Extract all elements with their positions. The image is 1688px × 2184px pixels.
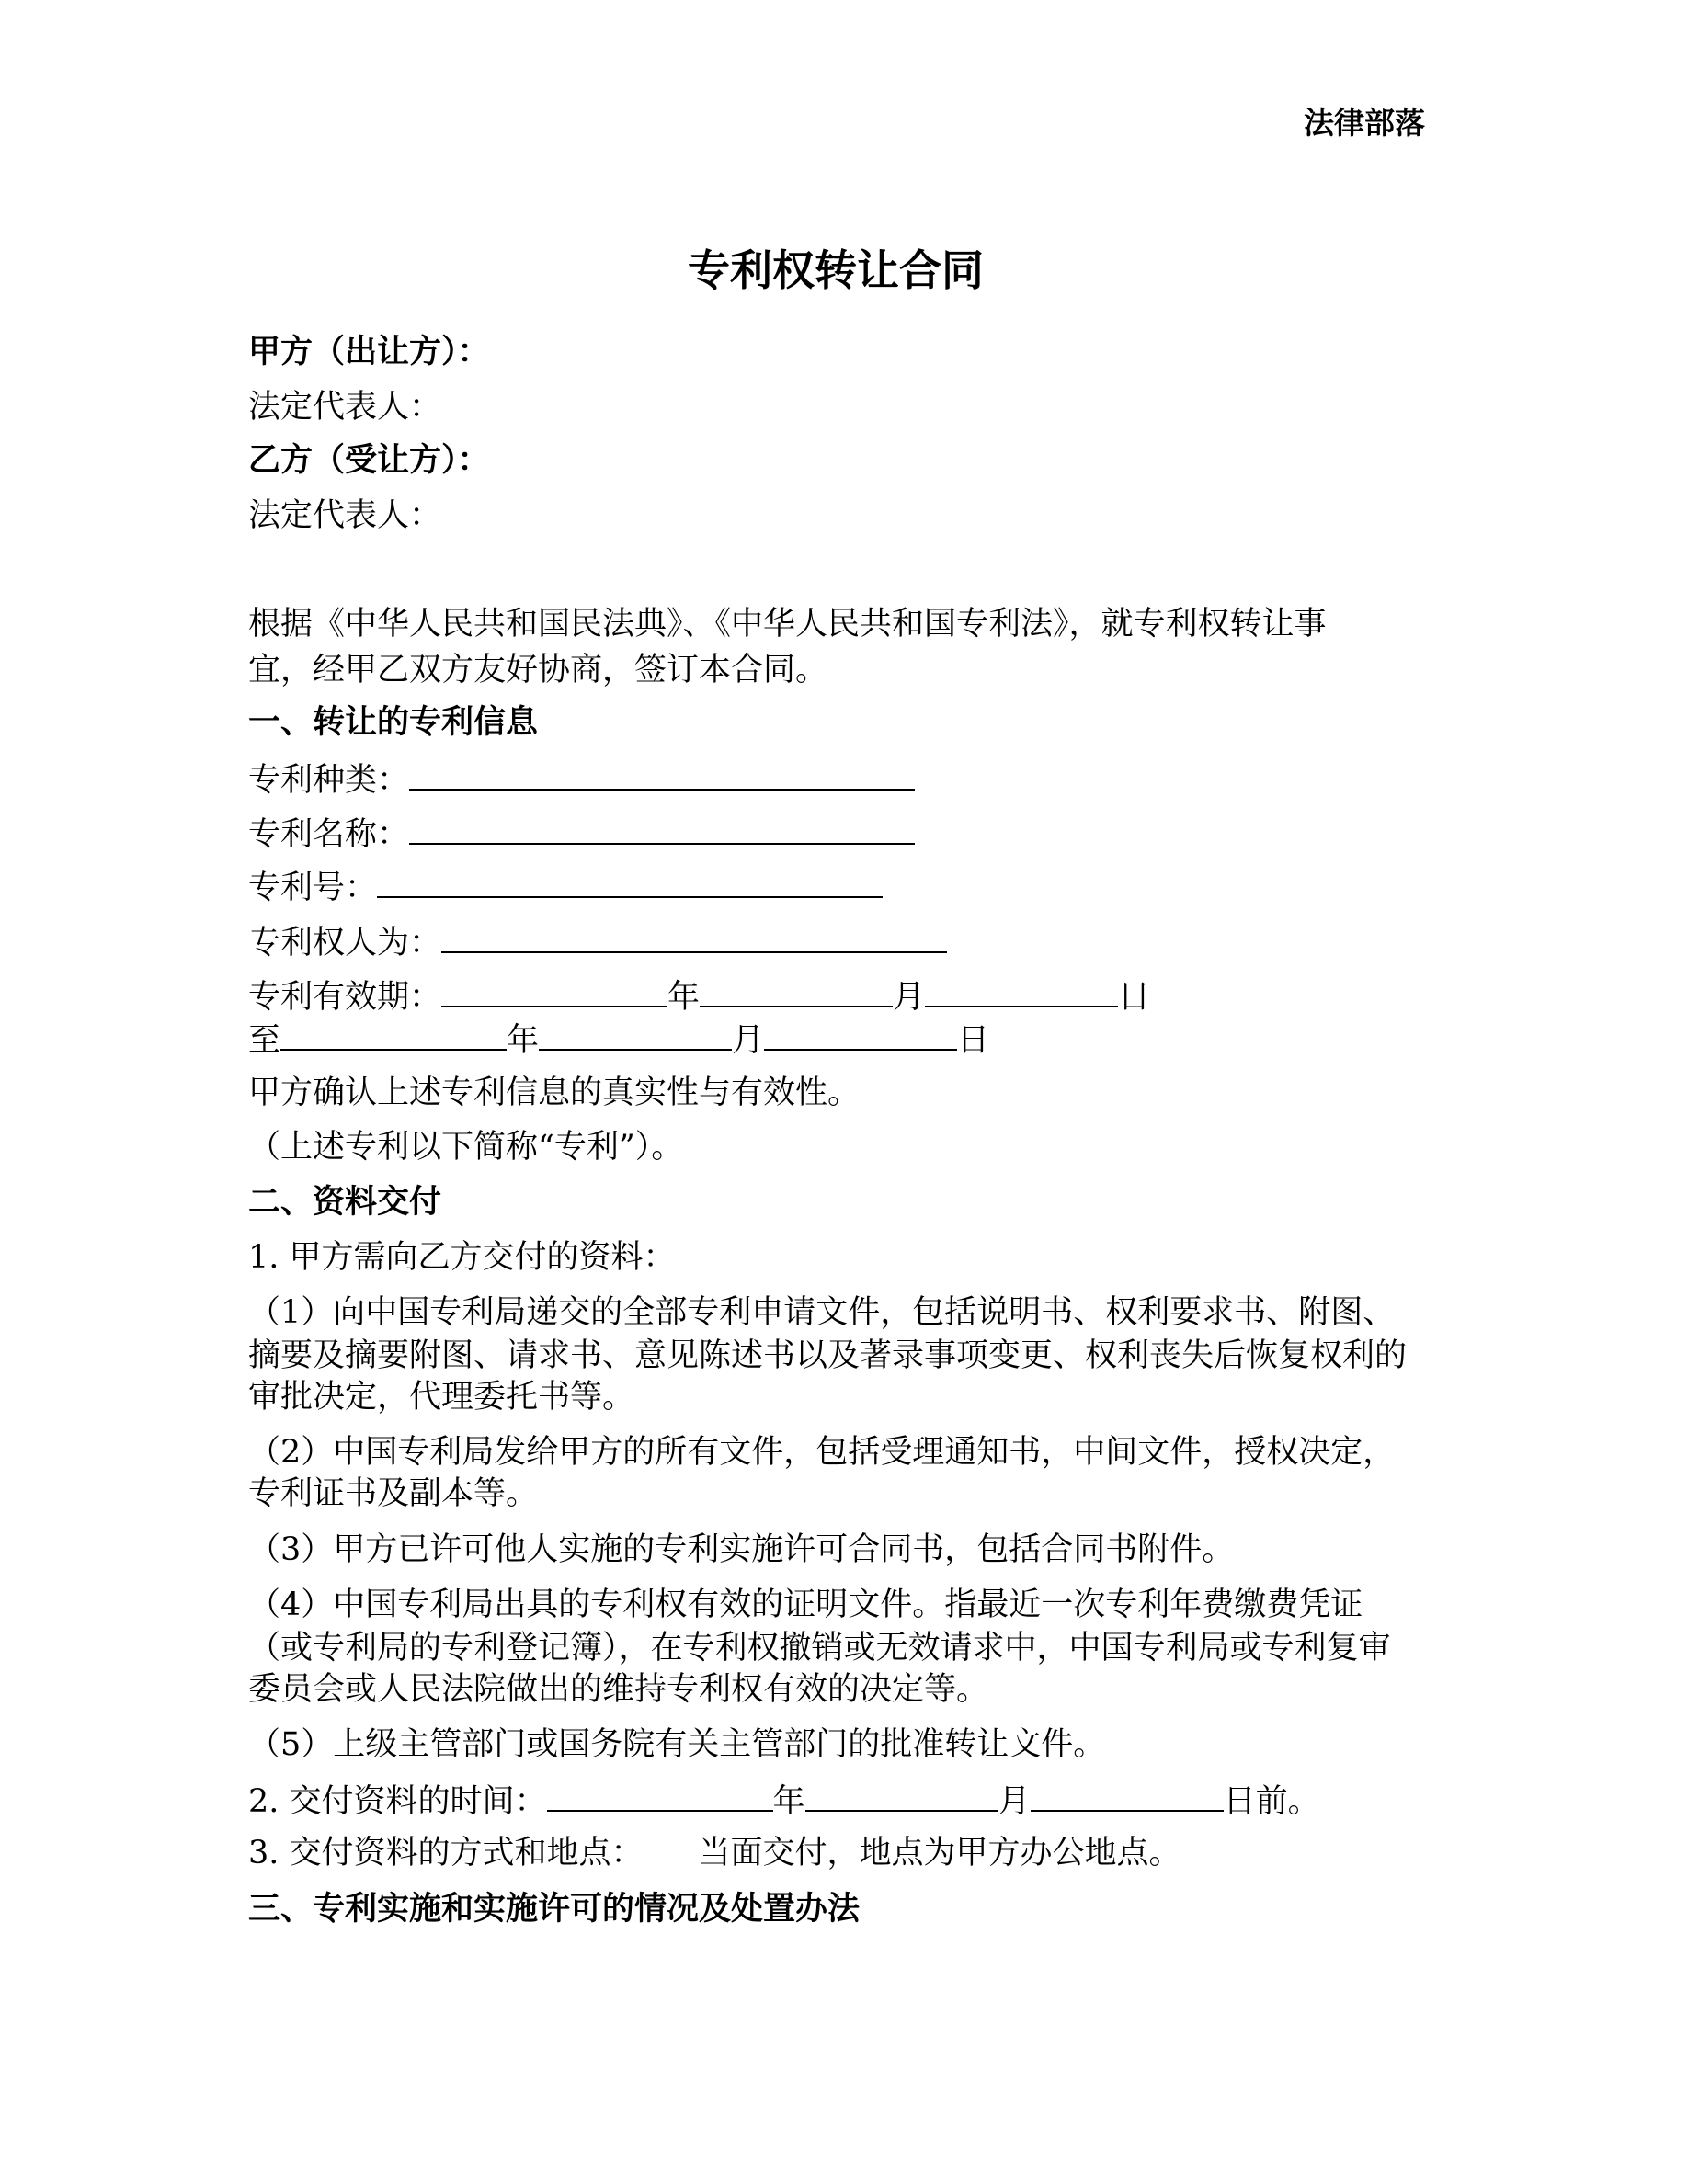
patent-holder-label: 专利权人为： <box>248 925 442 961</box>
patent-name-label: 专利名称： <box>248 816 410 853</box>
item2-label: 2. 交付资料的时间： <box>248 1783 547 1820</box>
to-label: 至 <box>248 1022 281 1059</box>
note-text: （上述专利以下简称“专利”）。 <box>248 1129 684 1166</box>
party-b-label: 乙方（受让方）： <box>248 442 490 479</box>
document-title: 专利权转让合同 <box>688 245 984 295</box>
sub4-line: （或专利局的专利登记簿），在专利权撤销或无效请求中，中国专利局或专利复审 <box>248 1630 1391 1666</box>
validity-end-day-field[interactable] <box>764 1018 957 1051</box>
item1-text: 1. 甲方需向乙方交付的资料： <box>248 1239 676 1276</box>
header-brand: 法律部落 <box>1304 105 1425 141</box>
party-b-rep-label: 法定代表人： <box>248 497 442 534</box>
patent-type-label: 专利种类： <box>248 762 410 799</box>
sub4-line: （4）中国专利局出具的专利权有效的证明文件。指最近一次专利年费缴费凭证 <box>248 1587 1363 1623</box>
preamble-line: 宜，经甲乙双方友好协商，签订本合同。 <box>248 652 828 688</box>
patent-holder-row <box>248 920 947 964</box>
sub1-line: 摘要及摘要附图、请求书、意见陈述书以及著录事项变更、权利丧失后恢复权利的 <box>248 1337 1408 1374</box>
sub5-line: （5）上级主管部门或国务院有关主管部门的批准转让文件。 <box>248 1726 1106 1763</box>
validity-start-day-field[interactable] <box>925 974 1118 1007</box>
year-label: 年 <box>667 979 701 1016</box>
patent-type-row <box>248 757 915 802</box>
sub1-line: 审批决定，代理委托书等。 <box>248 1379 635 1416</box>
party-a-rep-label: 法定代表人： <box>248 389 442 426</box>
month-label: 月 <box>998 1783 1031 1820</box>
item2-suffix: 日前。 <box>1223 1783 1320 1820</box>
patent-name-field[interactable] <box>409 812 915 845</box>
section1-heading: 一、转让的专利信息 <box>248 704 539 741</box>
sub4-line: 委员会或人民法院做出的维持专利权有效的决定等。 <box>248 1671 989 1708</box>
validity-end-row <box>248 1018 989 1062</box>
item3-value: 当面交付，地点为甲方办公地点。 <box>698 1835 1181 1871</box>
month-label: 月 <box>732 1022 765 1059</box>
item3-label: 3. 交付资料的方式和地点： <box>248 1835 644 1871</box>
patent-name-row <box>248 812 915 856</box>
validity-start-month-field[interactable] <box>700 974 893 1007</box>
section3-heading: 三、专利实施和实施许可的情况及处置办法 <box>248 1891 861 1928</box>
patent-number-row <box>248 865 883 909</box>
patent-number-label: 专利号： <box>248 870 378 906</box>
item3-row <box>248 1832 1181 1874</box>
section2-heading: 二、资料交付 <box>248 1184 442 1221</box>
validity-end-year-field[interactable] <box>280 1018 507 1051</box>
preamble-line: 根据《中华人民共和国民法典》、《中华人民共和国专利法》，就专利权转让事 <box>248 606 1327 643</box>
patent-number-field[interactable] <box>377 865 883 898</box>
month-label: 月 <box>893 979 926 1016</box>
patent-type-field[interactable] <box>409 757 915 791</box>
day-label: 日 <box>1118 979 1151 1016</box>
patent-holder-field[interactable] <box>441 920 947 953</box>
confirm-text: 甲方确认上述专利信息的真实性与有效性。 <box>248 1075 861 1111</box>
sub1-line: （1）向中国专利局递交的全部专利申请文件，包括说明书、权利要求书、附图、 <box>248 1294 1396 1331</box>
validity-end-month-field[interactable] <box>539 1018 732 1051</box>
party-a-label: 甲方（出让方）： <box>248 334 490 370</box>
year-label: 年 <box>772 1783 805 1820</box>
item2-row <box>248 1779 1320 1823</box>
year-label: 年 <box>507 1022 540 1059</box>
delivery-year-field[interactable] <box>547 1779 773 1812</box>
sub3-line: （3）甲方已许可他人实施的专利实施许可合同书，包括合同书附件。 <box>248 1531 1235 1568</box>
delivery-day-field[interactable] <box>1031 1779 1224 1812</box>
delivery-month-field[interactable] <box>805 1779 998 1812</box>
validity-row <box>248 974 1150 1018</box>
sub2-line: 专利证书及副本等。 <box>248 1475 539 1512</box>
sub2-line: （2）中国专利局发给甲方的所有文件，包括受理通知书，中间文件，授权决定， <box>248 1434 1396 1471</box>
day-label: 日 <box>957 1022 990 1059</box>
validity-start-year-field[interactable] <box>441 974 667 1007</box>
validity-label: 专利有效期： <box>248 979 442 1016</box>
